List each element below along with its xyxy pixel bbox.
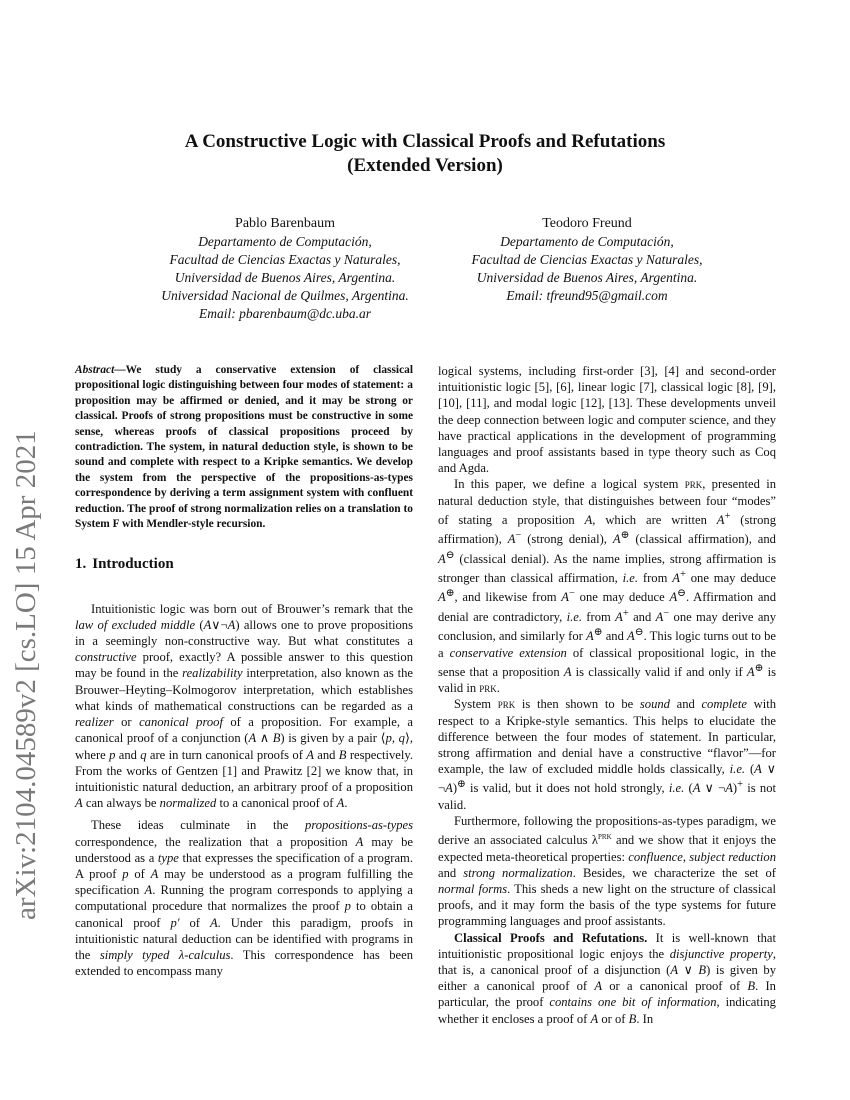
- right-column: [438, 363, 776, 1027]
- abstract-text: —We study a conservative extension of classical propositional logic distinguishing between four modes of statement: a proposition may be affirmed or denied, and it may be strong or classical. Proofs of strong propositions must be constructive in some sense, whereas proofs of classical propositions proceed by contradiction. The system, in natural deduction style, is shown to be sound and complete with respect to a Kripke semantics. We develop the system from the perspective of the propositions-as-types correspondence by deriving a term assignment system with confluent reduction. The proof of strong normalization relies on a translation to System F with Mendler-style recursion.: [75, 364, 413, 531]
- title-line-1: A Constructive Logic with Classical Proofs and Refutations: [184, 131, 666, 152]
- author-block-1: [125, 215, 445, 323]
- paragraph: These ideas culminate in the propositions-as-types correspondence, the realization that a proposition A may be understood as a type that expresses the specification of a program. A proof p of A may be understood as a program fulfilling the specification A. Running the program corresponds to applying a computational procedure that normalizes the proof p to obtain a canonical proof p′ of A. Under this paradigm, proofs in intuitionistic natural deduction can be identified with programs in the simply typed λ-calculus. This correspondence has been extended to encompass many: [75, 818, 414, 979]
- author-affiliation-line: Facultad de Ciencias Exactas y Naturales,: [471, 252, 703, 267]
- author-affiliation-line: Departamento de Computación,: [198, 234, 372, 249]
- author-name: Pablo Barenbaum: [235, 216, 335, 231]
- paragraph: Intuitionistic logic was born out of Brouwer’s remark that the law of excluded middle (A∨¬A) allows one to prove propositions in a seemingly non-constructive way. But what constitutes a constructive proof, exactly? A possible answer to this question may be found in the realizability interpretation, also known as the Brouwer–Heyting–Kolmogorov interpretation, which establishes what kinds of mathematical constructions can be regarded as a realizer or canonical proof of a proposition. For example, a canonical proof of a conjunction (A ∧ B) is given by a pair ⟨p, q⟩, where p and q are in turn canonical proofs of A and B respectively. From the works of Gentzen [1] and Prawitz [2] we know that, in intuitionistic natural deduction, an arbitrary proof of a proposition A can always be normalized to a canonical proof of A.: [75, 601, 414, 811]
- title-line-2: (Extended Version): [347, 155, 503, 176]
- author-email: Email: tfreund95@gmail.com: [506, 288, 668, 303]
- abstract-label: Abstract: [75, 364, 115, 376]
- abstract: [75, 363, 413, 532]
- paragraph: logical systems, including first-order [3], [4] and second-order intuitionistic logic [5], [6], linear logic [7], classical logic [8], [9], [10], [11], and modal logic [12], [13]. These developments unveil the deep connection between logic and computer science, and they have practical applications in the development of programming languages and proof assistants based in type theory such as Coq and Agda.: [438, 364, 776, 476]
- author-affiliation-line: Universidad de Buenos Aires, Argentina.: [174, 270, 396, 285]
- author-affiliation-line: Departamento de Computación,: [500, 234, 674, 249]
- author-affiliation-line: Universidad de Buenos Aires, Argentina.: [476, 270, 698, 285]
- section-number: 1.: [75, 556, 87, 573]
- section-heading: [75, 556, 413, 572]
- author-name: Teodoro Freund: [542, 216, 632, 231]
- paragraph: In this paper, we define a logical system prk, presented in natural deduction style, that distinguishes between four “modes” of stating a proposition A, which are written A+ (strong affirmation), A− (strong denial), A⊕ (classical affirmation), and A⊖ (classical denial). As the name implies, strong affirmation is stronger than classical affirmation, i.e. from A+ one may deduce A⊕, and likewise from A− one may deduce A⊖. Affirmation and denial are contradictory, i.e. from A+ and A− one may derive any conclusion, and similarly for A⊕ and A⊖. This logic turns out to be a conservative extension of classical propositional logic, in the sense that a proposition A is classically valid if and only if A⊕ is valid in prk.: [438, 477, 777, 696]
- author-affiliation-line: Universidad Nacional de Quilmes, Argentina.: [161, 288, 409, 303]
- paragraph: System prk is then shown to be sound and complete with respect to a Kripke-style semantics. This helps to elucidate the difference between the four modes of statement. In particular, strong affirmation and denial have a constructive “flavor”—for example, the law of excluded middle holds classically, i.e. (A ∨ ¬A)⊕ is valid, but it does not hold strongly, i.e. (A ∨ ¬A)+ is not valid.: [438, 697, 777, 812]
- author-affiliation-line: Facultad de Ciencias Exactas y Naturales,: [169, 252, 401, 267]
- arxiv-identifier: arXiv:2104.04589v2 [cs.LO] 15 Apr 2021: [10, 430, 42, 920]
- paragraph: Furthermore, following the propositions-as-types paradigm, we derive an associated calculus $\lambda^{prk}$ and we show that it enjoys the expected meta-theoretical properties: confluence, subject reduction and strong normalization. Besides, we characterize the set of normal forms. This sheds a new light on the structure of classical proofs, and it may form the basis of the type systems for future programming languages and proof assistants.: [438, 813, 776, 929]
- paragraph-heading: Classical Proofs and Refutations.: [454, 930, 648, 945]
- left-column: [75, 363, 413, 979]
- paper-title: [0, 130, 850, 178]
- section-title: Introduction: [92, 556, 174, 573]
- author-email: Email: pbarenbaum@dc.uba.ar: [198, 306, 372, 321]
- paragraph: Classical Proofs and Refutations. It is well-known that intuitionistic propositional logic enjoys the disjunctive property, that is, a canonical proof of a disjunction (A ∨ B) is given by either a canonical proof of A or a canonical proof of B. In particular, the proof contains one bit of information, indicating whether it encloses a proof of A or of B. In: [438, 930, 776, 1026]
- author-block-2: [427, 215, 747, 305]
